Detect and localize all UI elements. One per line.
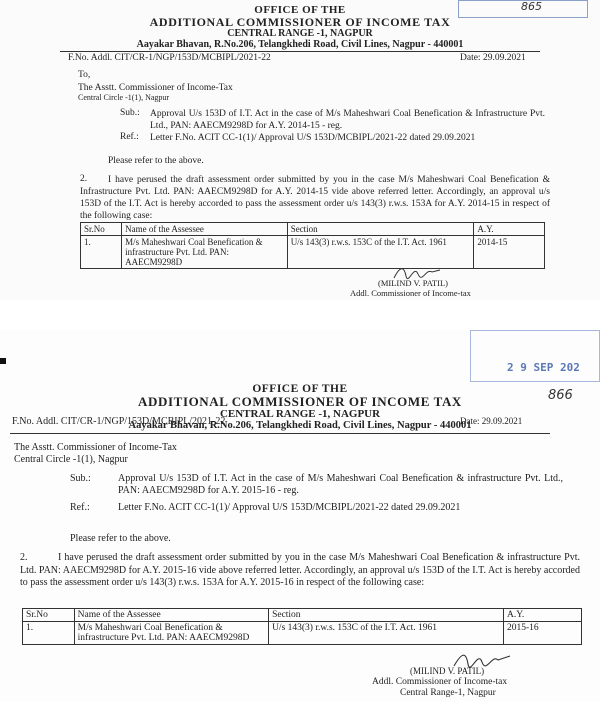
header-divider xyxy=(10,433,550,434)
signatory-designation: Addl. Commissioner of Income-tax xyxy=(350,288,471,298)
header-divider xyxy=(60,51,540,52)
refer-line: Please refer to the above. xyxy=(108,156,204,166)
addressee: The Asstt. Commissioner of Income-Tax xyxy=(14,442,177,453)
office-heading: OFFICE OF THE xyxy=(252,383,348,395)
signatory-designation: Addl. Commissioner of Income-tax xyxy=(372,677,508,687)
refer-line: Please refer to the above. xyxy=(70,533,171,544)
to-label: To, xyxy=(78,70,91,80)
cell-ay: 2014-15 xyxy=(474,236,545,269)
range-heading: CENTRAL RANGE -1, NAGPUR xyxy=(219,408,381,420)
cell-section: U/s 143(3) r.w.s. 153C of the I.T. Act. 1961 xyxy=(269,622,504,645)
col-header-srno: Sr.No xyxy=(23,609,75,622)
inward-stamp xyxy=(458,0,588,18)
commissioner-heading: ADDITIONAL COMMISSIONER OF INCOME TAX xyxy=(138,394,462,409)
table-header-row xyxy=(81,223,545,236)
stamp-number: 865 xyxy=(521,0,542,13)
file-number: F.No. Addl. CIT/CR-1/NGP/153D/MCBIPL/2021-22 xyxy=(12,416,226,427)
table-row xyxy=(81,236,545,269)
table-header-row xyxy=(23,609,582,622)
table-row xyxy=(23,622,582,645)
file-number: F.No. Addl. CIT/CR-1/NGP/153D/MCBIPL/2021-22 xyxy=(68,53,271,63)
page-gap xyxy=(0,300,600,330)
subject-label: Sub.: xyxy=(70,473,91,484)
stamp-date: 2 9 SEP 202 xyxy=(507,361,580,374)
col-header-ay: A.Y. xyxy=(474,223,545,236)
approval-paragraph: I have perused the draft assessment order submitted by you in the case M/s Maheshwari Coal Benefication & infrastructure Pvt. Ltd. PAN: AAECM9298D for A.Y. 2015-16 vide above referred letter. Accordingly, an approval u/s 153D of the I.T. Act is hereby accorded to pass the assessment order u/s 143(3) r.w.s. 153A for A.Y. 2015-16 in respect of the following case: xyxy=(20,552,580,588)
col-header-name: Name of the Assessee xyxy=(122,223,288,236)
col-header-name: Name of the Assessee xyxy=(74,609,268,622)
subject-text: Approval U/s 153D of I.T. Act in the case of M/s Maheshwari Coal Benefication & Infrastructure Pvt. Ltd., PAN: AAECM9298D for A.Y. 2014-15 - reg. xyxy=(150,109,545,131)
cell-srno: 1. xyxy=(81,236,122,269)
reference-text: Letter F.No. ACIT CC-1(1)/ Approval U/S 153D/MCBIPL/2021-22 dated 29.09.2021 xyxy=(150,133,476,143)
col-header-ay: A.Y. xyxy=(504,609,582,622)
cell-section: U/s 143(3) r.w.s. 153C of the I.T. Act. 1961 xyxy=(287,236,474,269)
cell-name: M/s Maheshwari Coal Benefication & infrastructure Pvt. Ltd. PAN: AAECM9298D xyxy=(122,236,288,269)
office-heading: OFFICE OF THE xyxy=(254,4,346,16)
addressee-circle: Central Circle -1(1), Nagpur xyxy=(14,454,128,465)
letter-date: Date: 29.09.2021 xyxy=(460,53,526,63)
approval-paragraph: I have perused the draft assessment order submitted by you in the case M/s Maheshwari Coal Benefication & Infrastructure Pvt. Ltd. PAN: AAECM9298D for A.Y. 2014-15 vide above referred letter. Accordingly, an approval u/s 153D of the I.T. Act is hereby accorded to pass the assessment order u/s 143(3) r.w.s. 153A for A.Y. 2014-15 in respect of the following case: xyxy=(80,175,550,221)
letter-date: Date: 29.09.2021 xyxy=(460,416,523,426)
cell-srno: 1. xyxy=(23,622,75,645)
col-header-section: Section xyxy=(287,223,474,236)
scan-mark xyxy=(0,358,6,364)
assessee-table xyxy=(22,608,582,645)
commissioner-heading: ADDITIONAL COMMISSIONER OF INCOME TAX xyxy=(149,15,451,29)
addressee: The Asstt. Commissioner of Income-Tax xyxy=(78,83,233,93)
signatory-name: (MILIND V. PATIL) xyxy=(410,666,485,676)
office-address: Aayakar Bhavan, R.No.206, Telangkhedi Road, Civil Lines, Nagpur - 440001 xyxy=(128,420,472,431)
addressee-circle: Central Circle -1(1), Nagpur xyxy=(78,93,170,102)
signatory-name: (MILIND V. PATIL) xyxy=(378,278,448,288)
received-stamp xyxy=(470,330,600,382)
para-number: 2. xyxy=(20,552,28,563)
subject-text: Approval U/s 153D of I.T. Act in the case of M/s Maheshwari Coal Benefication & infrastructure Pvt. Ltd., PAN: AAECM9298D for A.Y. 2015-16 - reg. xyxy=(118,473,563,496)
cell-ay: 2015-16 xyxy=(504,622,582,645)
col-header-srno: Sr.No xyxy=(81,223,122,236)
subject-label: Sub.: xyxy=(120,108,140,118)
reference-label: Ref.: xyxy=(120,132,139,142)
reference-text: Letter F.No. ACIT CC-1(1)/ Approval U/S 153D/MCBIPL/2021-22 dated 29.09.2021 xyxy=(118,502,461,513)
para-number: 2. xyxy=(80,174,88,184)
letter-page-2 xyxy=(0,330,600,701)
office-address: Aayakar Bhavan, R.No.206, Telangkhedi Road, Civil Lines, Nagpur - 440001 xyxy=(136,39,464,50)
signatory-range: Central Range-1, Nagpur xyxy=(400,688,496,698)
reference-label: Ref.: xyxy=(70,502,90,513)
letter-page-1 xyxy=(0,0,600,300)
stamp-number: 866 xyxy=(548,388,573,403)
cell-name: M/s Maheshwari Coal Benefication & infrastructure Pvt. Ltd. PAN: AAECM9298D xyxy=(74,622,268,645)
range-heading: CENTRAL RANGE -1, NAGPUR xyxy=(227,28,373,39)
col-header-section: Section xyxy=(269,609,504,622)
assessee-table xyxy=(80,222,545,269)
